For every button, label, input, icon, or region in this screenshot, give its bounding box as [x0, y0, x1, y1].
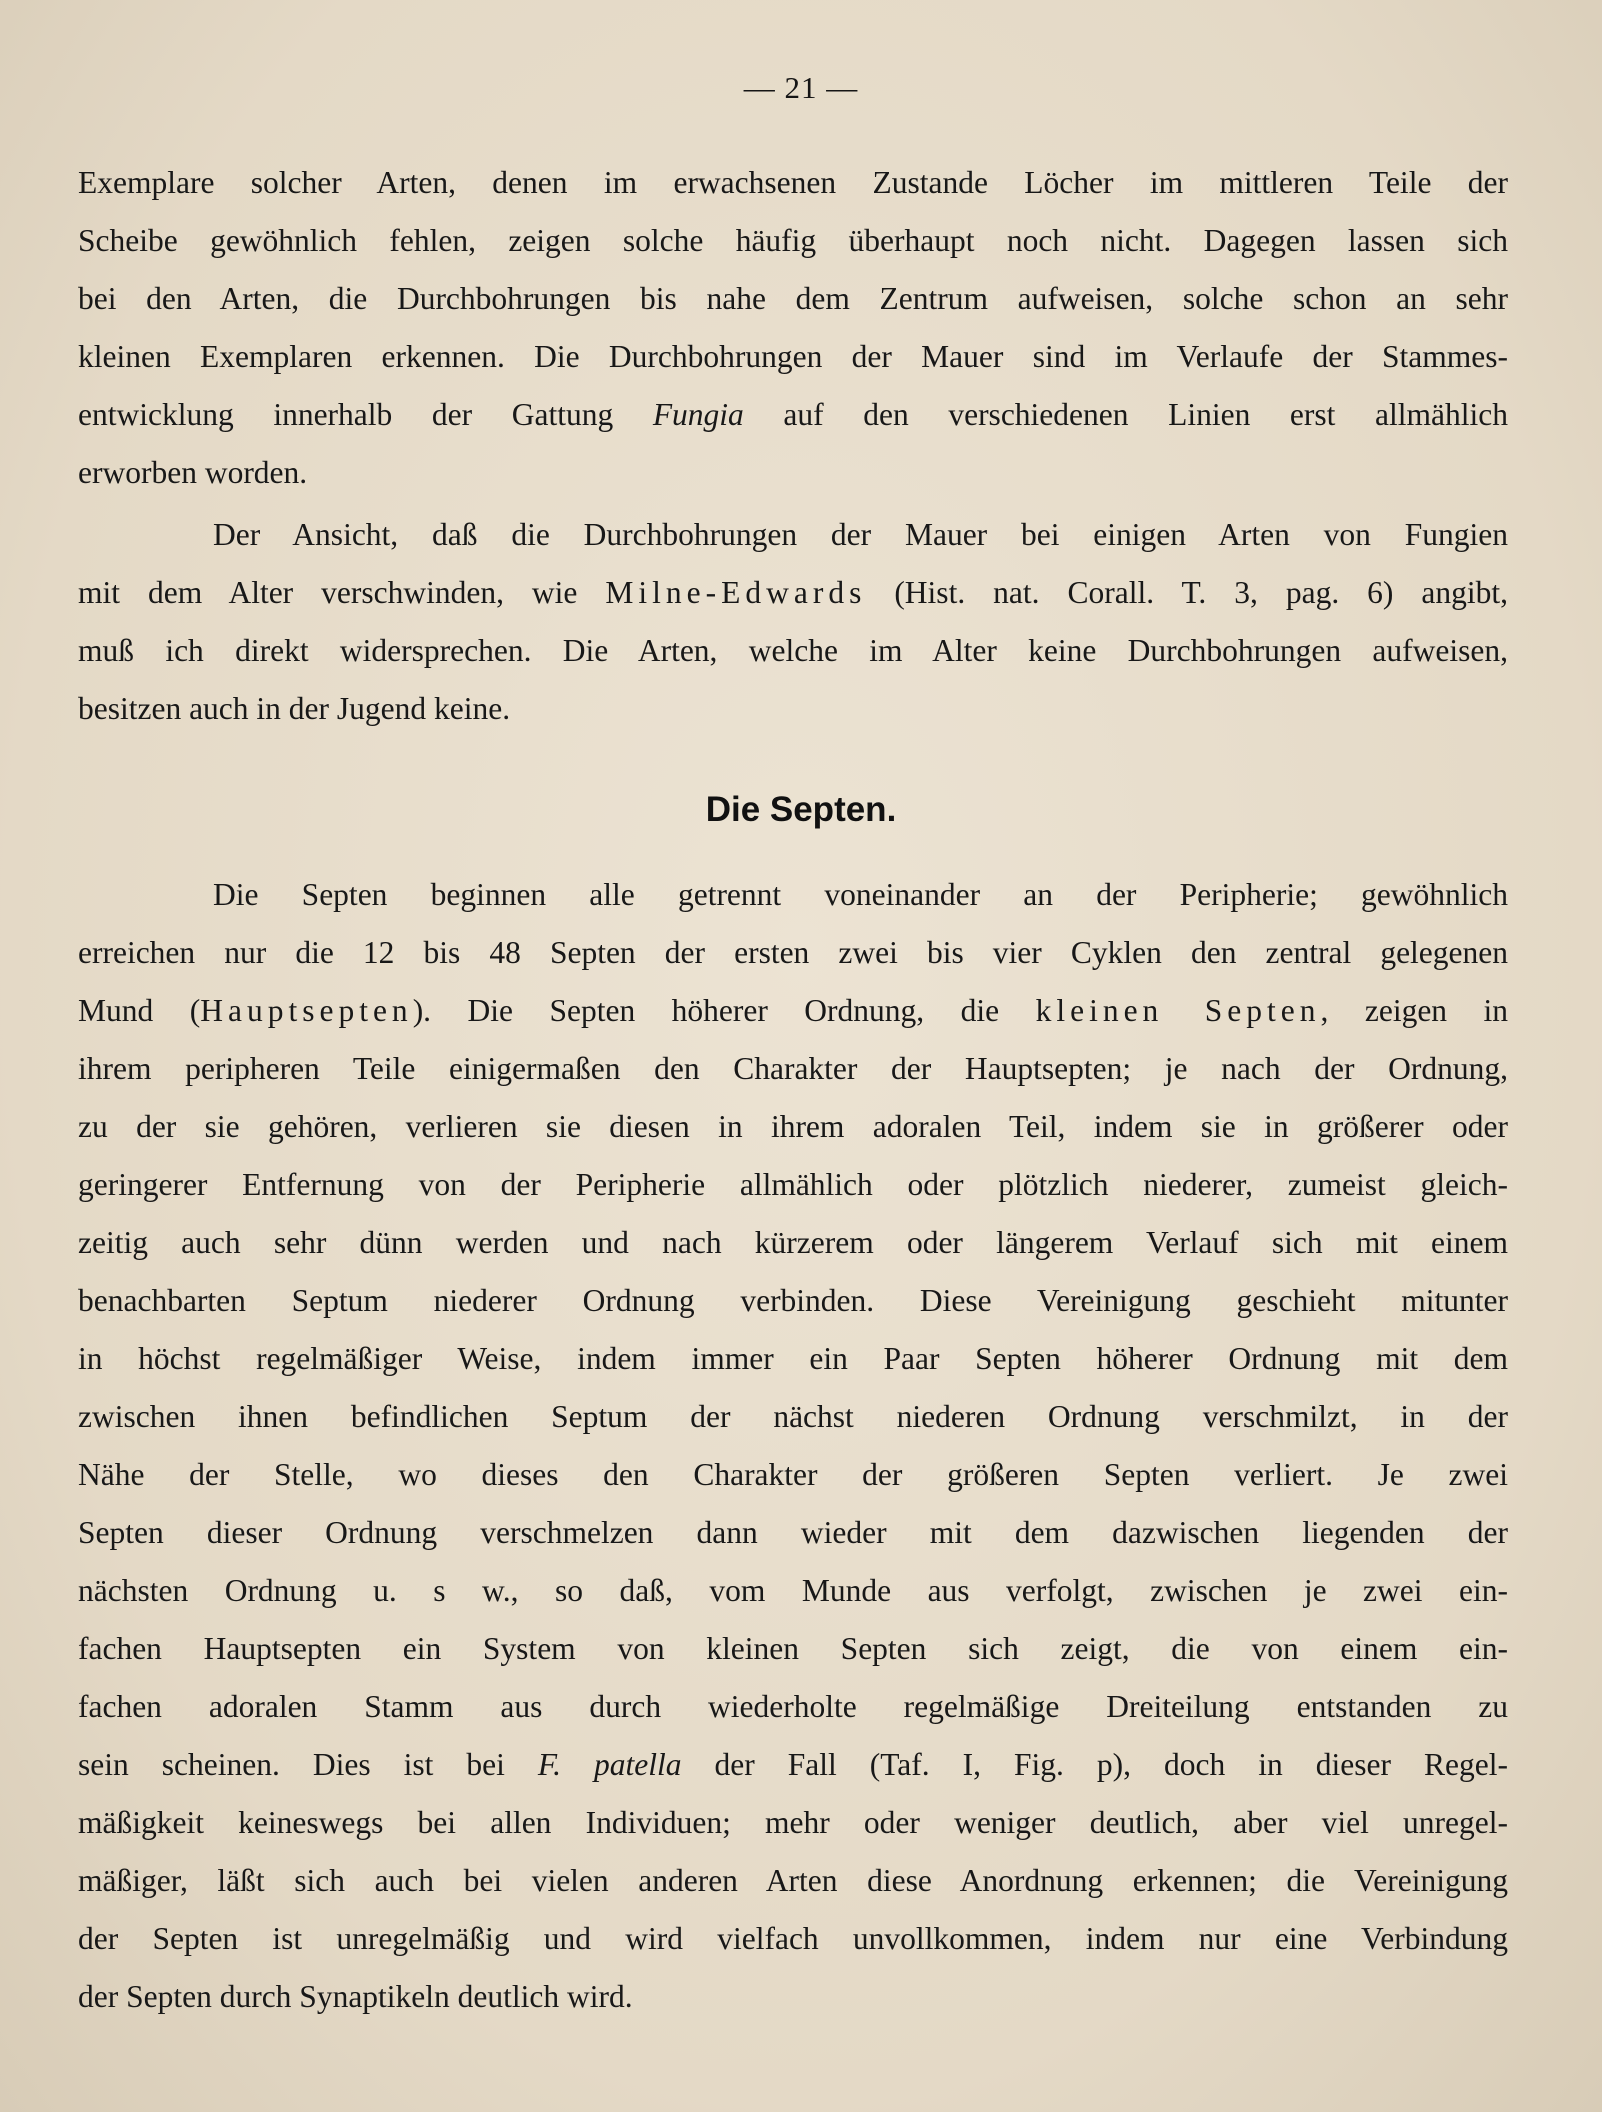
text-line: Exemplare solcher Arten, denen im erwachsenen Zustande Löcher im mittleren Teile der: [78, 165, 1508, 200]
genus-name: Fungia: [652, 397, 744, 432]
text-segment: sein scheinen. Dies ist bei: [78, 1747, 538, 1782]
text-line: fachen adoralen Stamm aus durch wiederholte regelmäßige Dreiteilung entstanden zu: [78, 1689, 1508, 1724]
text-line: kleinen Exemplaren erkennen. Die Durchbohrungen der Mauer sind im Verlaufe der Stammes-: [78, 339, 1508, 374]
text-segment: mit dem Alter verschwinden, wie: [78, 575, 606, 610]
text-line: bei den Arten, die Durchbohrungen bis nahe dem Zentrum aufweisen, solche schon an sehr: [78, 281, 1508, 316]
emphasis-term: kleinen Septen: [1035, 993, 1321, 1028]
text-line: erreichen nur die 12 bis 48 Septen der ersten zwei bis vier Cyklen den zentral gelegenen: [78, 935, 1508, 970]
species-name: F. patella: [537, 1747, 682, 1782]
text-segment: , zeigen in: [1320, 993, 1509, 1028]
text-line: besitzen auch in der Jugend keine.: [78, 691, 511, 726]
text-line: Der Ansicht, daß die Durchbohrungen der Mauer bei einigen Arten von Fungien: [213, 517, 1508, 552]
text-line: Scheibe gewöhnlich fehlen, zeigen solche häufig überhaupt noch nicht. Dagegen lassen sich: [78, 223, 1508, 258]
text-line: [78, 982, 1508, 1040]
text-line: ihrem peripheren Teile einigermaßen den Charakter der Hauptsepten; je nach der Ordnung,: [78, 1051, 1508, 1086]
page-number: — 21 —: [743, 70, 859, 105]
text-line: mäßiger, läßt sich auch bei vielen anderen Arten diese Anordnung erkennen; die Vereinigung: [78, 1863, 1508, 1898]
text-line: zeitig auch sehr dünn werden und nach kürzerem oder längerem Verlauf sich mit einem: [78, 1225, 1508, 1260]
text-line: Die Septen beginnen alle getrennt voneinander an der Peripherie; gewöhnlich: [213, 877, 1508, 912]
text-line: [78, 386, 1508, 444]
emphasis-term: Hauptsepten: [200, 993, 413, 1028]
paragraph-1: [78, 154, 1508, 502]
text-line: [78, 1736, 1508, 1794]
text-line: zwischen ihnen befindlichen Septum der nächst niederen Ordnung verschmilzt, in der: [78, 1399, 1508, 1434]
text-segment: auf den verschiedenen Linien erst allmählich: [743, 397, 1508, 432]
text-segment: (Hist. nat. Corall. T. 3, pag. 6) angibt,: [866, 575, 1508, 610]
paragraph-2: [78, 506, 1508, 738]
text-line: muß ich direkt widersprechen. Die Arten, welche im Alter keine Durchbohrungen aufweisen,: [78, 633, 1508, 668]
section-heading: Die Septen.: [705, 790, 897, 829]
text-line: mäßigkeit keineswegs bei allen Individuen; mehr oder weniger deutlich, aber viel unregel-: [78, 1805, 1508, 1840]
text-line: benachbarten Septum niederer Ordnung verbinden. Diese Vereinigung geschieht mitunter: [78, 1283, 1508, 1318]
paragraph-3: [78, 866, 1508, 2026]
text-line: der Septen ist unregelmäßig und wird vielfach unvollkommen, indem nur eine Verbindung: [78, 1921, 1508, 1956]
text-segment: entwicklung innerhalb der Gattung: [78, 397, 653, 432]
text-line: zu der sie gehören, verlieren sie diesen in ihrem adoralen Teil, indem sie in größerer oder: [78, 1109, 1508, 1144]
text-segment: Mund (: [78, 993, 201, 1028]
text-segment: ). Die Septen höherer Ordnung, die: [412, 993, 1036, 1028]
text-line: der Septen durch Synaptikeln deutlich wird.: [78, 1979, 633, 2014]
text-line: geringerer Entfernung von der Peripherie allmählich oder plötzlich niederer, zumeist gleich-: [78, 1167, 1508, 1202]
text-segment: der Fall (Taf. I, Fig. p), doch in dieser Regel-: [681, 1747, 1508, 1782]
text-line: [78, 564, 1508, 622]
text-line: Nähe der Stelle, wo dieses den Charakter der größeren Septen verliert. Je zwei: [78, 1457, 1508, 1492]
text-line: nächsten Ordnung u. s w., so daß, vom Munde aus verfolgt, zwischen je zwei ein-: [78, 1573, 1508, 1608]
author-name: Milne-Edwards: [605, 575, 867, 610]
text-line: fachen Hauptsepten ein System von kleinen Septen sich zeigt, die von einem ein-: [78, 1631, 1508, 1666]
text-line: Septen dieser Ordnung verschmelzen dann wieder mit dem dazwischen liegenden der: [78, 1515, 1508, 1550]
text-line: erworben worden.: [78, 455, 308, 490]
text-line: in höchst regelmäßiger Weise, indem immer ein Paar Septen höherer Ordnung mit dem: [78, 1341, 1508, 1376]
